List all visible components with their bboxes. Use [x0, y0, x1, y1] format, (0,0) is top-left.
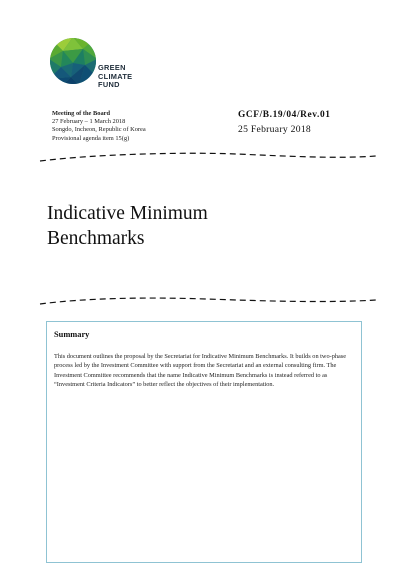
logo-word-green: GREEN [98, 63, 126, 72]
title-line-2: Benchmarks [47, 227, 145, 249]
meeting-info [52, 110, 146, 143]
bottom-wave-divider [36, 295, 380, 309]
meeting-name: Meeting of the Board [52, 110, 111, 117]
logo-wordmark [98, 64, 132, 90]
summary-box [46, 321, 362, 563]
meeting-dates: 27 February – 1 March 2018 [52, 118, 126, 126]
summary-text: This document outlines the proposal by the Secretariat for Indicative Minimum Benchmarks. It builds on two-phase process led by the Investment Committee with support from the Secretariat and an external consulting firm. The Investment Committee recommends that the name Indicative Minimum Benchmarks is instead referred to as “Investment Criteria Indicators” to better reflect the objectives of their implementation. [54, 353, 347, 389]
green-climate-fund-globe-icon [49, 37, 97, 85]
logo-word-climate: CLIMATE [98, 71, 133, 81]
summary-heading: Summary [54, 330, 90, 339]
title-line-1: Indicative Minimum [47, 203, 208, 224]
document-date: 25 February 2018 [238, 124, 312, 135]
document-title [47, 202, 208, 251]
agenda-item: Provisional agenda item 15(g) [52, 134, 130, 142]
document-reference: GCF/B.19/04/Rev.01 [238, 110, 331, 120]
top-wave-divider [36, 150, 380, 164]
logo-word-fund: FUND [98, 80, 120, 90]
meeting-location: Songdo, Incheon, Republic of Korea [52, 126, 146, 134]
